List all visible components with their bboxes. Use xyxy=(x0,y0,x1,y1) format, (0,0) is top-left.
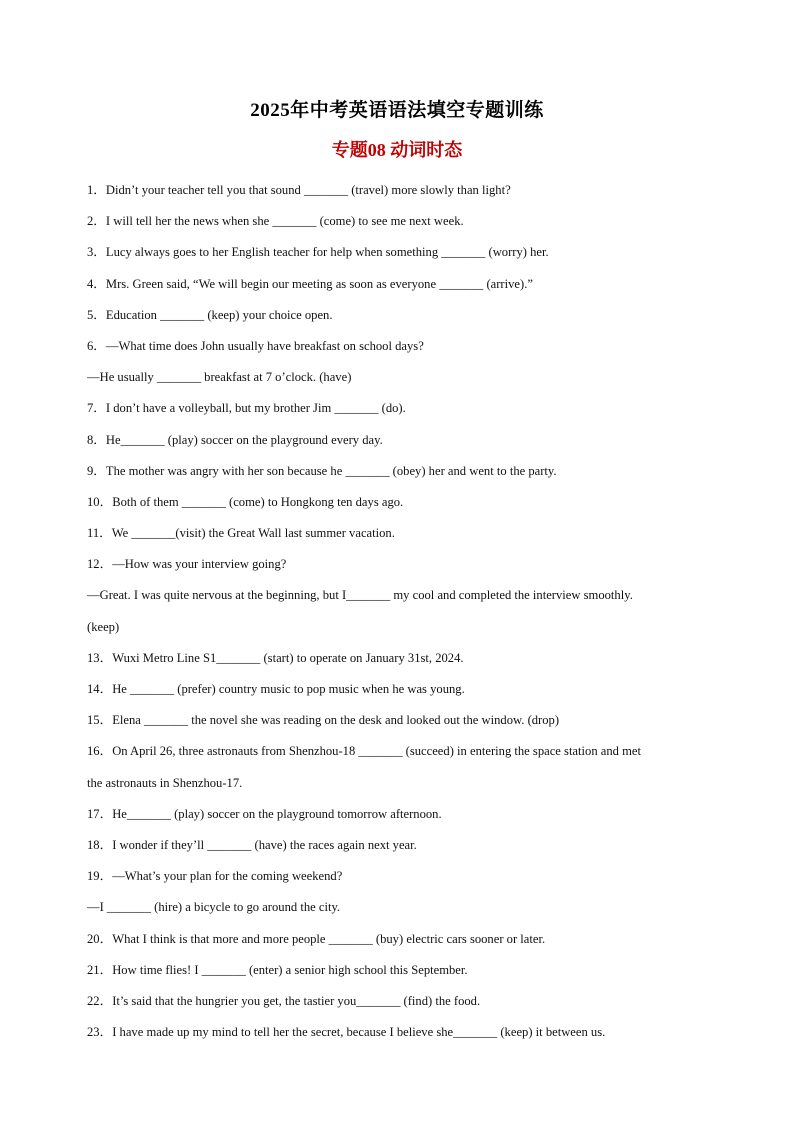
question-continuation-line xyxy=(87,612,712,643)
question-text: —What’s your plan for the coming weekend? xyxy=(112,869,343,884)
question-number: 22． xyxy=(87,993,113,1008)
question-text: Wuxi Metro Line S1_______ (start) to operate on January 31st, 2024. xyxy=(112,650,464,665)
question-line xyxy=(87,674,712,705)
question-line xyxy=(87,206,712,237)
question-number: 2． xyxy=(87,214,106,229)
question-number: 17． xyxy=(87,806,113,821)
question-text: Both of them _______ (come) to Hongkong ten days ago. xyxy=(112,494,404,509)
question-number: 5． xyxy=(87,307,106,322)
question-number: 1． xyxy=(87,183,106,197)
topic-subtitle: 专题08 动词时态 xyxy=(331,140,463,160)
question-number: 9． xyxy=(87,463,106,478)
question-text: (keep) xyxy=(87,619,120,634)
question-continuation-line xyxy=(87,580,712,611)
question-line xyxy=(87,861,712,892)
document-title: 2025年中考英语语法填空专题训练 xyxy=(250,100,544,121)
question-line xyxy=(87,986,712,1017)
question-number: 4． xyxy=(87,276,106,291)
question-continuation-line xyxy=(87,362,712,393)
question-line xyxy=(87,955,712,986)
question-text: We _______(visit) the Great Wall last summer vacation. xyxy=(111,526,395,541)
question-number: 23． xyxy=(87,1025,113,1040)
question-number: 18． xyxy=(87,837,113,852)
question-line xyxy=(87,237,712,268)
question-text: —What time does John usually have breakfast on school days? xyxy=(105,338,424,353)
question-continuation-line xyxy=(87,892,712,923)
question-line xyxy=(87,705,712,736)
question-line xyxy=(87,799,712,830)
question-text: Elena _______ the novel she was reading on the desk and looked out the window. (drop) xyxy=(112,713,560,728)
question-line xyxy=(87,518,712,549)
question-number: 8． xyxy=(87,432,106,447)
question-number: 19． xyxy=(87,869,113,884)
question-text: —How was your interview going? xyxy=(112,557,287,572)
question-line xyxy=(87,549,712,580)
question-text: —Great. I was quite nervous at the beginning, but I_______ my cool and completed the interview smoothly. xyxy=(87,588,633,603)
question-line xyxy=(87,736,712,767)
question-number: 7． xyxy=(87,401,106,416)
question-line xyxy=(87,269,712,300)
question-text: Lucy always goes to her English teacher for help when something _______ (worry) her. xyxy=(105,245,549,260)
question-number: 3． xyxy=(87,245,106,260)
question-line xyxy=(87,425,712,456)
question-text: What I think is that more and more people _______ (buy) electric cars sooner or later. xyxy=(112,931,546,946)
question-line xyxy=(87,331,712,362)
question-text: It’s said that the hungrier you get, the tastier you_______ (find) the food. xyxy=(112,993,481,1008)
question-line xyxy=(87,300,712,331)
question-text: The mother was angry with her son because he _______ (obey) her and went to the party. xyxy=(105,463,557,478)
question-number: 15． xyxy=(87,713,113,728)
question-text: He _______ (prefer) country music to pop music when he was young. xyxy=(112,682,465,696)
question-line xyxy=(87,456,712,487)
question-line xyxy=(87,1017,712,1048)
question-line xyxy=(87,487,712,518)
question-number: 10． xyxy=(87,494,113,509)
question-text: the astronauts in Shenzhou-17. xyxy=(87,775,243,790)
question-text: Mrs. Green said, “We will begin our meeting as soon as everyone _______ (arrive).” xyxy=(105,276,533,291)
question-text: —He usually _______ breakfast at 7 o’clock. (have) xyxy=(87,370,352,385)
question-number: 13． xyxy=(87,650,113,665)
question-number: 16． xyxy=(87,744,113,759)
question-number: 6． xyxy=(87,338,106,353)
question-number: 14． xyxy=(87,682,113,696)
question-continuation-line xyxy=(87,768,712,799)
question-number: 20． xyxy=(87,931,113,946)
question-text: On April 26, three astronauts from Shenzhou-18 _______ (succeed) in entering the space station and met xyxy=(112,744,641,759)
question-number: 12． xyxy=(87,557,113,572)
question-text: How time flies! I _______ (enter) a senior high school this September. xyxy=(112,962,468,977)
question-text: He_______ (play) soccer on the playground tomorrow afternoon. xyxy=(112,806,442,821)
question-text: I will tell her the news when she _______ (come) to see me next week. xyxy=(105,214,464,229)
question-text: Didn’t your teacher tell you that sound _______ (travel) more slowly than light? xyxy=(105,183,511,197)
question-line xyxy=(87,175,712,206)
question-line xyxy=(87,393,712,424)
question-list xyxy=(87,175,712,1048)
question-text: I have made up my mind to tell her the secret, because I believe she_______ (keep) it between us. xyxy=(112,1025,606,1040)
question-line xyxy=(87,643,712,674)
question-line xyxy=(87,830,712,861)
question-text: I don’t have a volleyball, but my brother Jim _______ (do). xyxy=(105,401,406,416)
question-number: 21． xyxy=(87,962,113,977)
question-text: —I _______ (hire) a bicycle to go around the city. xyxy=(87,900,341,915)
question-text: I wonder if they’ll _______ (have) the races again next year. xyxy=(112,837,417,852)
question-text: He_______ (play) soccer on the playground every day. xyxy=(105,432,383,447)
question-number: 11． xyxy=(87,526,112,541)
question-text: Education _______ (keep) your choice open. xyxy=(105,307,333,322)
question-line xyxy=(87,924,712,955)
